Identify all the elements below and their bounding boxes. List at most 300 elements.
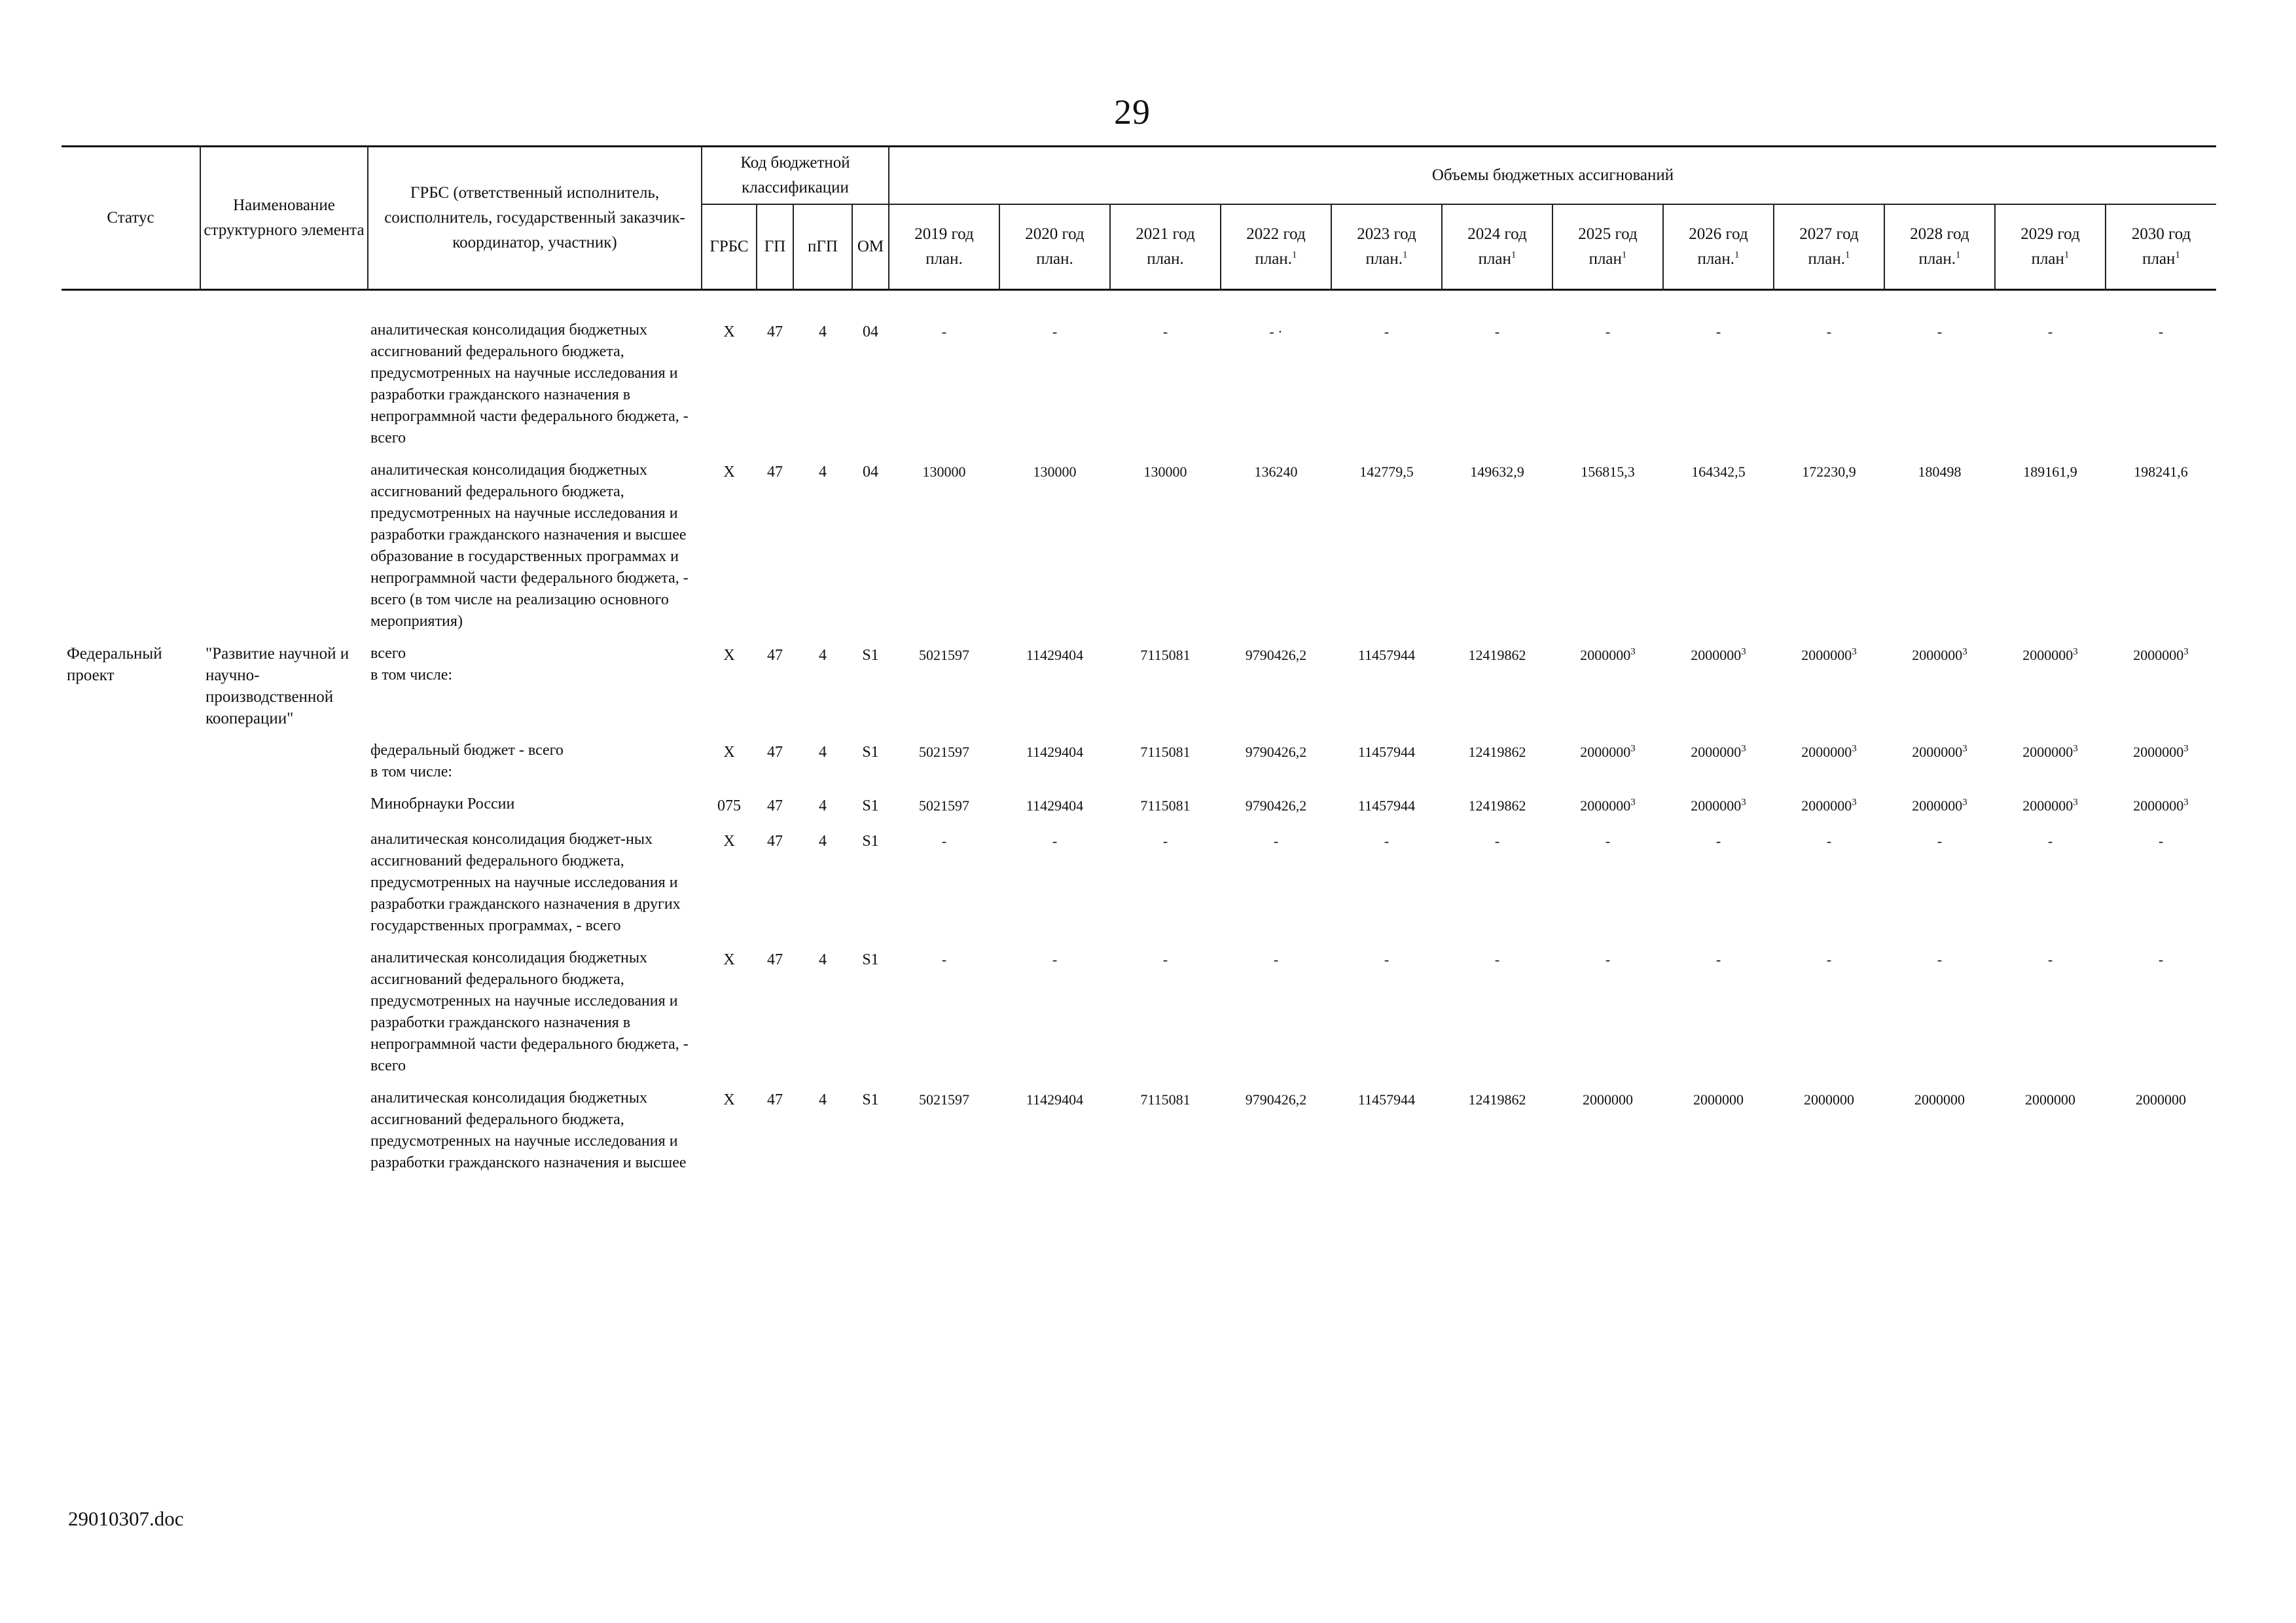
header-year-footnote: 1 bbox=[1511, 249, 1516, 261]
cell-element-name bbox=[200, 824, 368, 942]
cell-value-text: 5021597 bbox=[919, 797, 969, 814]
cell-value-4 bbox=[1331, 942, 1442, 1082]
cell-value-3 bbox=[1221, 1082, 1331, 1179]
header-year-plan bbox=[1776, 247, 1882, 272]
cell-value-footnote: 3 bbox=[1962, 646, 1967, 657]
cell-value-text: 2000000 bbox=[1693, 1091, 1744, 1108]
cell-value-7 bbox=[1663, 735, 1774, 788]
cell-value-8 bbox=[1774, 824, 1884, 942]
cell-code-2: 4 bbox=[819, 797, 827, 814]
cell-code-2: 4 bbox=[819, 951, 827, 968]
header-year-plan-text: план. bbox=[1255, 250, 1293, 268]
cell-value-text: - bbox=[2047, 951, 2053, 968]
cell-value-3 bbox=[1221, 824, 1331, 942]
cell-value-footnote: 3 bbox=[2073, 743, 2078, 754]
cell-value-3 bbox=[1221, 942, 1331, 1082]
header-year-footnote: 1 bbox=[1734, 249, 1740, 261]
cell-value-text: 7115081 bbox=[1140, 797, 1191, 814]
cell-value-1 bbox=[999, 735, 1110, 788]
header-code-gp: ГП bbox=[757, 204, 793, 290]
cell-value-text: - bbox=[1605, 951, 1611, 968]
header-year-label: 2030 год bbox=[2131, 225, 2191, 243]
cell-code-2: 4 bbox=[819, 647, 827, 664]
cell-code-0: 075 bbox=[717, 797, 741, 814]
header-year-plan-text: план. bbox=[1036, 250, 1073, 268]
cell-value-text: 5021597 bbox=[919, 744, 969, 760]
cell-value-text: 2000000 bbox=[2022, 744, 2073, 760]
cell-value-text: 2000000 bbox=[2136, 1091, 2187, 1108]
cell-value-6 bbox=[1552, 290, 1663, 455]
cell-value-footnote: 3 bbox=[1630, 646, 1636, 657]
header-volumes-group: Объемы бюджетных ассигнований bbox=[889, 147, 2216, 205]
cell-grbs-subtext: в том числе: bbox=[370, 763, 453, 780]
cell-value-text: 2000000 bbox=[1912, 647, 1963, 663]
cell-value-text: 5021597 bbox=[919, 1091, 969, 1108]
cell-value-2 bbox=[1110, 824, 1221, 942]
cell-value-text: - bbox=[941, 323, 947, 340]
cell-value-text: 2000000 bbox=[1580, 744, 1631, 760]
header-year-footnote: 1 bbox=[1403, 249, 1408, 261]
cell-code-0: X bbox=[723, 951, 735, 968]
cell-code-3: 04 bbox=[863, 323, 878, 340]
cell-value-footnote: 3 bbox=[1852, 646, 1857, 657]
cell-code-2: 4 bbox=[819, 464, 827, 481]
header-year-plan-text: план. bbox=[925, 250, 963, 268]
cell-value-text: 149632,9 bbox=[1470, 464, 1524, 480]
cell-value-text: 2000000 bbox=[1801, 744, 1852, 760]
cell-value-10 bbox=[1995, 290, 2106, 455]
cell-code-1: 47 bbox=[767, 323, 783, 340]
cell-value-5 bbox=[1442, 454, 1552, 638]
cell-grbs bbox=[368, 454, 702, 638]
cell-value-3 bbox=[1221, 454, 1331, 638]
cell-value-8 bbox=[1774, 942, 1884, 1082]
cell-value-text: 189161,9 bbox=[2023, 464, 2077, 480]
cell-value-text: 2000000 bbox=[2133, 797, 2184, 814]
cell-value-2 bbox=[1110, 290, 1221, 455]
table-header bbox=[62, 147, 2216, 290]
cell-value-text: - · bbox=[1269, 323, 1283, 340]
table-row bbox=[62, 638, 2216, 735]
cell-value-text: - bbox=[1052, 951, 1058, 968]
cell-value-text: 2000000 bbox=[1691, 647, 1742, 663]
cell-grbs-subtext: в том числе: bbox=[370, 666, 453, 684]
cell-value-text: - bbox=[1826, 323, 1832, 340]
cell-value-text: - bbox=[2047, 323, 2053, 340]
header-year-footnote: 1 bbox=[1621, 249, 1627, 261]
header-year-3 bbox=[1221, 204, 1331, 290]
header-year-footnote: 1 bbox=[1292, 249, 1297, 261]
cell-value-text: - bbox=[1605, 323, 1611, 340]
cell-value-6 bbox=[1552, 788, 1663, 824]
cell-value-text: - bbox=[1937, 951, 1943, 968]
cell-value-text: - bbox=[941, 951, 947, 968]
cell-value-4 bbox=[1331, 1082, 1442, 1179]
cell-value-2 bbox=[1110, 735, 1221, 788]
cell-grbs-text: федеральный бюджет - всего bbox=[370, 742, 564, 759]
cell-value-text: 130000 bbox=[1033, 464, 1077, 480]
cell-value-text: 7115081 bbox=[1140, 744, 1191, 760]
cell-value-text: 9790426,2 bbox=[1245, 1091, 1307, 1108]
cell-value-3 bbox=[1221, 735, 1331, 788]
cell-code-3: S1 bbox=[862, 1091, 879, 1108]
header-year-5 bbox=[1442, 204, 1552, 290]
cell-value-text: 7115081 bbox=[1140, 647, 1191, 663]
cell-value-text: 11457944 bbox=[1357, 797, 1416, 814]
cell-value-10 bbox=[1995, 788, 2106, 824]
table-row bbox=[62, 824, 2216, 942]
cell-value-footnote: 3 bbox=[1741, 743, 1746, 754]
cell-value-2 bbox=[1110, 1082, 1221, 1179]
cell-code-2: 4 bbox=[819, 744, 827, 761]
cell-value-9 bbox=[1884, 290, 1995, 455]
cell-element-name bbox=[200, 1082, 368, 1179]
cell-value-9 bbox=[1884, 735, 1995, 788]
cell-value-11 bbox=[2106, 824, 2216, 942]
cell-grbs bbox=[368, 942, 702, 1082]
cell-value-text: - bbox=[1715, 951, 1721, 968]
cell-value-11 bbox=[2106, 454, 2216, 638]
cell-value-text: 12419862 bbox=[1468, 744, 1526, 760]
cell-value-footnote: 3 bbox=[1741, 646, 1746, 657]
cell-grbs-text: аналитическая консолидация бюджетных ассигнований федерального бюджета, предусмотренных на научные исследования и разработки гражданского назначения в непрограммной части федерального бюджета, - всего bbox=[370, 321, 689, 447]
cell-value-11 bbox=[2106, 788, 2216, 824]
cell-value-text: - bbox=[1162, 323, 1168, 340]
cell-value-text: 2000000 bbox=[2022, 797, 2073, 814]
cell-element-name bbox=[200, 788, 368, 824]
cell-value-5 bbox=[1442, 1082, 1552, 1179]
cell-value-4 bbox=[1331, 824, 1442, 942]
header-year-10 bbox=[1995, 204, 2106, 290]
cell-value-text: 2000000 bbox=[1804, 1091, 1854, 1108]
budget-allocations-table bbox=[62, 145, 2216, 1179]
table-row bbox=[62, 942, 2216, 1082]
header-year-plan-text: план. bbox=[1147, 250, 1184, 268]
header-year-footnote: 1 bbox=[1845, 249, 1850, 261]
cell-code-1: 47 bbox=[767, 464, 783, 481]
cell-code-3: S1 bbox=[862, 797, 879, 814]
cell-value-text: - bbox=[1826, 951, 1832, 968]
cell-value-11 bbox=[2106, 735, 2216, 788]
cell-value-text: - bbox=[1052, 833, 1058, 849]
cell-value-5 bbox=[1442, 290, 1552, 455]
cell-value-9 bbox=[1884, 942, 1995, 1082]
cell-value-text: 2000000 bbox=[1801, 797, 1852, 814]
cell-value-text: 9790426,2 bbox=[1245, 797, 1307, 814]
cell-grbs bbox=[368, 638, 702, 735]
cell-value-8 bbox=[1774, 1082, 1884, 1179]
header-year-plan bbox=[1665, 247, 1772, 272]
cell-value-footnote: 3 bbox=[2073, 646, 2078, 657]
cell-value-4 bbox=[1331, 290, 1442, 455]
header-year-plan bbox=[1997, 247, 2104, 272]
cell-value-text: - bbox=[941, 833, 947, 849]
cell-value-text: 11457944 bbox=[1357, 647, 1416, 663]
cell-value-9 bbox=[1884, 824, 1995, 942]
cell-value-4 bbox=[1331, 788, 1442, 824]
cell-value-6 bbox=[1552, 735, 1663, 788]
cell-value-text: - bbox=[2047, 833, 2053, 849]
header-year-9 bbox=[1884, 204, 1995, 290]
header-year-label: 2026 год bbox=[1689, 225, 1748, 243]
cell-value-text: - bbox=[1494, 951, 1500, 968]
cell-value-text: 2000000 bbox=[1580, 797, 1631, 814]
header-year-label: 2020 год bbox=[1025, 225, 1085, 243]
cell-value-text: 12419862 bbox=[1468, 647, 1526, 663]
cell-value-text: 2000000 bbox=[2133, 744, 2184, 760]
cell-value-footnote: 3 bbox=[1630, 797, 1636, 808]
footer-filename: 29010307.doc bbox=[68, 1507, 184, 1530]
cell-value-9 bbox=[1884, 1082, 1995, 1179]
header-year-11 bbox=[2106, 204, 2216, 290]
header-year-4 bbox=[1331, 204, 1442, 290]
table-body bbox=[62, 290, 2216, 1180]
cell-status bbox=[62, 290, 200, 455]
header-year-plan bbox=[1886, 247, 1993, 272]
cell-value-text: - bbox=[1605, 833, 1611, 849]
header-year-label: 2025 год bbox=[1578, 225, 1638, 243]
table-row bbox=[62, 788, 2216, 824]
cell-value-footnote: 3 bbox=[2183, 743, 2189, 754]
cell-element-name bbox=[200, 942, 368, 1082]
cell-grbs-text: всего bbox=[370, 645, 406, 662]
cell-value-footnote: 3 bbox=[1962, 743, 1967, 754]
header-budget-code-group: Код бюджетной классификации bbox=[702, 147, 889, 205]
header-year-plan-text: план bbox=[1478, 250, 1511, 268]
header-year-footnote: 1 bbox=[1956, 249, 1961, 261]
cell-value-0 bbox=[889, 942, 999, 1082]
cell-value-footnote: 3 bbox=[1852, 797, 1857, 808]
header-year-label: 2024 год bbox=[1467, 225, 1527, 243]
header-year-8 bbox=[1774, 204, 1884, 290]
header-year-label: 2021 год bbox=[1136, 225, 1195, 243]
cell-grbs bbox=[368, 788, 702, 824]
table-row bbox=[62, 454, 2216, 638]
cell-value-text: 11429404 bbox=[1026, 647, 1084, 663]
cell-value-2 bbox=[1110, 788, 1221, 824]
cell-value-text: 164342,5 bbox=[1691, 464, 1746, 480]
cell-value-text: 7115081 bbox=[1140, 1091, 1191, 1108]
cell-value-text: 130000 bbox=[1143, 464, 1187, 480]
cell-code-0: X bbox=[723, 647, 735, 664]
cell-value-3 bbox=[1221, 638, 1331, 735]
cell-value-10 bbox=[1995, 824, 2106, 942]
header-year-plan bbox=[1333, 247, 1440, 272]
cell-value-2 bbox=[1110, 454, 1221, 638]
cell-value-text: 2000000 bbox=[1912, 797, 1963, 814]
cell-value-5 bbox=[1442, 942, 1552, 1082]
header-code-grbs: ГРБС bbox=[702, 204, 757, 290]
cell-value-text: 2000000 bbox=[1580, 647, 1631, 663]
cell-value-3 bbox=[1221, 788, 1331, 824]
header-year-0 bbox=[889, 204, 999, 290]
cell-code-0: X bbox=[723, 323, 735, 340]
cell-value-10 bbox=[1995, 1082, 2106, 1179]
cell-value-1 bbox=[999, 1082, 1110, 1179]
cell-value-5 bbox=[1442, 638, 1552, 735]
cell-grbs bbox=[368, 1082, 702, 1179]
cell-value-text: - bbox=[2158, 323, 2164, 340]
cell-code-1: 47 bbox=[767, 1091, 783, 1108]
cell-value-text: 2000000 bbox=[1912, 744, 1963, 760]
cell-value-text: - bbox=[2158, 833, 2164, 849]
header-status: Статус bbox=[62, 147, 200, 290]
header-year-2 bbox=[1110, 204, 1221, 290]
cell-value-text: - bbox=[1273, 833, 1279, 849]
cell-value-7 bbox=[1663, 942, 1774, 1082]
cell-value-text: 11429404 bbox=[1026, 1091, 1084, 1108]
header-code-pgp: пГП bbox=[793, 204, 852, 290]
cell-value-text: - bbox=[1384, 323, 1390, 340]
cell-grbs-text: аналитическая консолидация бюджетных ассигнований федерального бюджета, предусмотренных на научные исследования и разработки гражданского назначения и высшее образование в государственных программах и непрограммной части федерального бюджета, - всего (в том числе на реализацию основного мероприятия) bbox=[370, 462, 689, 630]
cell-value-11 bbox=[2106, 942, 2216, 1082]
cell-value-6 bbox=[1552, 942, 1663, 1082]
cell-grbs bbox=[368, 824, 702, 942]
cell-value-footnote: 3 bbox=[1962, 797, 1967, 808]
cell-value-text: 11457944 bbox=[1357, 1091, 1416, 1108]
cell-value-footnote: 3 bbox=[2183, 797, 2189, 808]
cell-value-text: 2000000 bbox=[1583, 1091, 1633, 1108]
cell-value-text: - bbox=[1162, 833, 1168, 849]
table-row bbox=[62, 735, 2216, 788]
cell-value-8 bbox=[1774, 454, 1884, 638]
cell-code-3: S1 bbox=[862, 744, 879, 761]
cell-value-1 bbox=[999, 454, 1110, 638]
cell-value-text: - bbox=[1826, 833, 1832, 849]
header-year-footnote: 1 bbox=[2175, 249, 2180, 261]
cell-value-0 bbox=[889, 290, 999, 455]
cell-value-10 bbox=[1995, 735, 2106, 788]
cell-value-text: - bbox=[1273, 951, 1279, 968]
cell-value-7 bbox=[1663, 290, 1774, 455]
cell-value-text: 11429404 bbox=[1026, 797, 1084, 814]
cell-value-10 bbox=[1995, 942, 2106, 1082]
cell-value-text: - bbox=[1937, 833, 1943, 849]
header-year-1 bbox=[999, 204, 1110, 290]
cell-value-text: - bbox=[1937, 323, 1943, 340]
budget-table-container bbox=[62, 145, 2216, 1179]
cell-value-footnote: 3 bbox=[2183, 646, 2189, 657]
cell-value-7 bbox=[1663, 1082, 1774, 1179]
cell-value-text: 9790426,2 bbox=[1245, 744, 1307, 760]
cell-value-text: - bbox=[1384, 951, 1390, 968]
cell-value-8 bbox=[1774, 735, 1884, 788]
table-row bbox=[62, 1082, 2216, 1179]
cell-value-6 bbox=[1552, 1082, 1663, 1179]
cell-value-text: - bbox=[1384, 833, 1390, 849]
header-code-om: ОМ bbox=[852, 204, 889, 290]
cell-value-text: 2000000 bbox=[1914, 1091, 1965, 1108]
cell-value-11 bbox=[2106, 1082, 2216, 1179]
cell-value-text: 180498 bbox=[1918, 464, 1962, 480]
cell-value-5 bbox=[1442, 824, 1552, 942]
header-year-plan-text: план. bbox=[1918, 250, 1956, 268]
cell-grbs-text: аналитическая консолидация бюджетных ассигнований федерального бюджета, предусмотренных на научные исследования и разработки гражданского назначения в непрограммной части федерального бюджета, - всего bbox=[370, 949, 689, 1074]
cell-status bbox=[62, 824, 200, 942]
cell-element-name bbox=[200, 290, 368, 455]
cell-value-6 bbox=[1552, 454, 1663, 638]
cell-value-8 bbox=[1774, 290, 1884, 455]
table-row bbox=[62, 290, 2216, 455]
cell-value-text: 11457944 bbox=[1357, 744, 1416, 760]
cell-value-3 bbox=[1221, 290, 1331, 455]
cell-grbs-text: Минобрнауки России bbox=[370, 795, 515, 812]
cell-value-6 bbox=[1552, 638, 1663, 735]
cell-value-10 bbox=[1995, 454, 2106, 638]
header-year-label: 2027 год bbox=[1799, 225, 1859, 243]
cell-code-3: S1 bbox=[862, 951, 879, 968]
cell-value-text: 11429404 bbox=[1026, 744, 1084, 760]
cell-code-3: 04 bbox=[863, 464, 878, 481]
cell-value-11 bbox=[2106, 290, 2216, 455]
cell-code-2: 4 bbox=[819, 323, 827, 340]
cell-value-text: - bbox=[2158, 951, 2164, 968]
cell-value-text: 5021597 bbox=[919, 647, 969, 663]
cell-value-text: 2000000 bbox=[1691, 744, 1742, 760]
cell-status bbox=[62, 788, 200, 824]
cell-value-0 bbox=[889, 824, 999, 942]
cell-element-name: "Развитие научной и научно-производственной кооперации" bbox=[206, 645, 350, 727]
cell-value-2 bbox=[1110, 638, 1221, 735]
cell-code-3: S1 bbox=[862, 833, 879, 850]
cell-value-text: 156815,3 bbox=[1581, 464, 1635, 480]
header-year-plan bbox=[1001, 247, 1108, 272]
cell-value-0 bbox=[889, 638, 999, 735]
cell-status: Федеральный проект bbox=[67, 645, 162, 684]
cell-value-9 bbox=[1884, 788, 1995, 824]
cell-value-6 bbox=[1552, 824, 1663, 942]
cell-status bbox=[62, 454, 200, 638]
cell-value-footnote: 3 bbox=[2073, 797, 2078, 808]
cell-value-9 bbox=[1884, 454, 1995, 638]
cell-value-text: 12419862 bbox=[1468, 797, 1526, 814]
cell-element-name bbox=[200, 735, 368, 788]
cell-value-text: - bbox=[1715, 833, 1721, 849]
cell-code-1: 47 bbox=[767, 797, 783, 814]
header-year-plan bbox=[891, 247, 997, 272]
cell-code-0: X bbox=[723, 744, 735, 761]
header-year-plan-text: план. bbox=[1365, 250, 1403, 268]
header-year-label: 2022 год bbox=[1246, 225, 1306, 243]
cell-value-text: 2000000 bbox=[2133, 647, 2184, 663]
cell-value-11 bbox=[2106, 638, 2216, 735]
header-year-plan bbox=[2108, 247, 2215, 272]
cell-value-text: - bbox=[1494, 833, 1500, 849]
cell-value-0 bbox=[889, 454, 999, 638]
header-year-7 bbox=[1663, 204, 1774, 290]
cell-value-7 bbox=[1663, 638, 1774, 735]
cell-code-0: X bbox=[723, 464, 735, 481]
cell-element-name bbox=[200, 454, 368, 638]
header-year-plan bbox=[1223, 247, 1329, 272]
cell-value-text: 136240 bbox=[1254, 464, 1298, 480]
cell-value-4 bbox=[1331, 735, 1442, 788]
cell-value-10 bbox=[1995, 638, 2106, 735]
cell-code-1: 47 bbox=[767, 744, 783, 761]
cell-value-4 bbox=[1331, 638, 1442, 735]
cell-value-1 bbox=[999, 638, 1110, 735]
header-year-label: 2029 год bbox=[2020, 225, 2080, 243]
cell-code-3: S1 bbox=[862, 647, 879, 664]
cell-value-8 bbox=[1774, 788, 1884, 824]
header-year-plan-text: план bbox=[2031, 250, 2064, 268]
cell-value-8 bbox=[1774, 638, 1884, 735]
cell-value-5 bbox=[1442, 735, 1552, 788]
header-year-plan-text: план. bbox=[1697, 250, 1735, 268]
cell-code-0: X bbox=[723, 1091, 735, 1108]
cell-status bbox=[62, 1082, 200, 1179]
header-year-label: 2023 год bbox=[1357, 225, 1416, 243]
